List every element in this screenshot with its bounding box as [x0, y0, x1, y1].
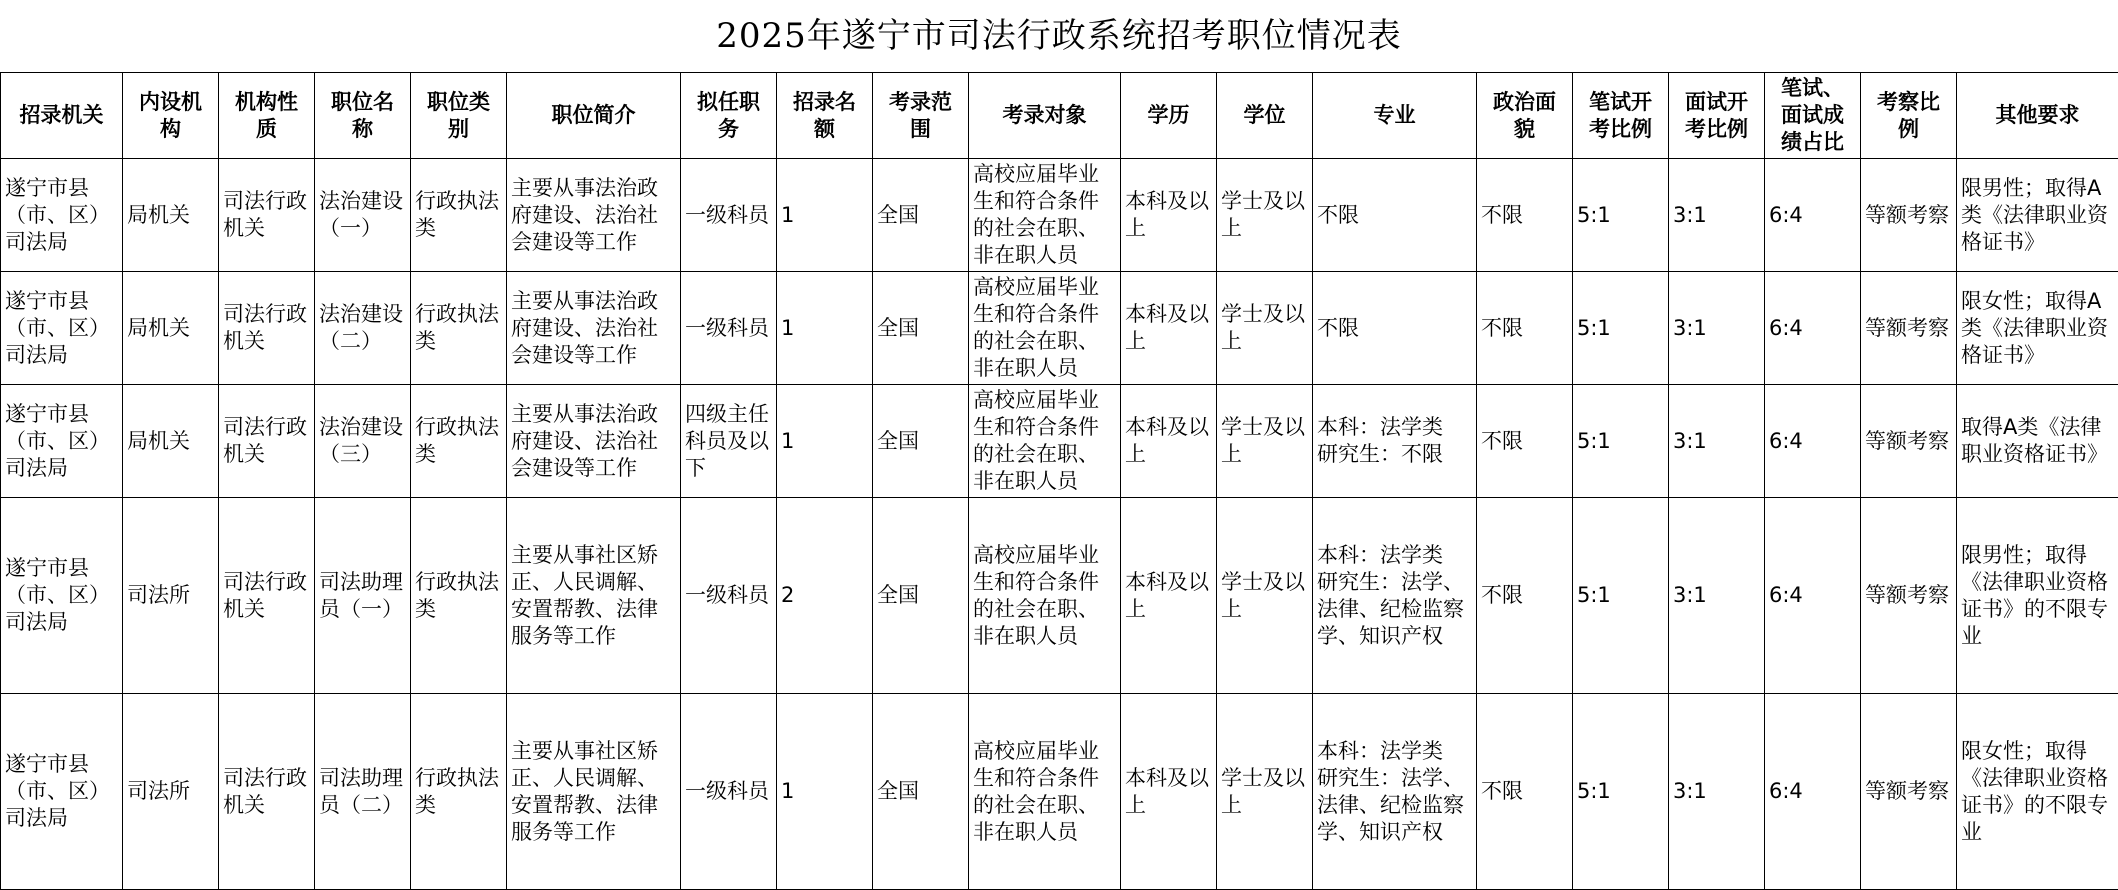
- cell-nature: 司法行政机关: [219, 385, 315, 498]
- cell-quota: 1: [777, 694, 873, 890]
- column-header: 招录机关: [1, 73, 123, 159]
- cell-interview-ratio: 3:1: [1669, 385, 1765, 498]
- cell-other: 限男性；取得《法律职业资格证书》的不限专业: [1957, 498, 2118, 694]
- cell-category: 行政执法类: [411, 694, 507, 890]
- cell-major: 本科：法学类 研究生：不限: [1313, 385, 1477, 498]
- cell-position: 法治建设（三）: [315, 385, 411, 498]
- cell-description: 主要从事社区矫正、人民调解、安置帮教、法律服务等工作: [507, 694, 681, 890]
- cell-inspection: 等额考察: [1861, 694, 1957, 890]
- cell-category: 行政执法类: [411, 272, 507, 385]
- column-header: 职位名称: [315, 73, 411, 159]
- cell-score-ratio: 6:4: [1765, 159, 1861, 272]
- cell-education: 本科及以上: [1121, 385, 1217, 498]
- cell-other: 限女性；取得《法律职业资格证书》的不限专业: [1957, 694, 2118, 890]
- cell-scope: 全国: [873, 272, 969, 385]
- cell-written-ratio: 5:1: [1573, 385, 1669, 498]
- cell-dept: 局机关: [123, 159, 219, 272]
- cell-political: 不限: [1477, 159, 1573, 272]
- cell-quota: 1: [777, 159, 873, 272]
- positions-table: [0, 72, 2118, 890]
- column-header: 政治面貌: [1477, 73, 1573, 159]
- cell-score-ratio: 6:4: [1765, 694, 1861, 890]
- cell-description: 主要从事法治政府建设、法治社会建设等工作: [507, 385, 681, 498]
- cell-description: 主要从事社区矫正、人民调解、安置帮教、法律服务等工作: [507, 498, 681, 694]
- column-header: 考录对象: [969, 73, 1121, 159]
- table-row: [1, 159, 2118, 272]
- table-row: [1, 694, 2118, 890]
- cell-major: 不限: [1313, 159, 1477, 272]
- table-header-row: [1, 73, 2118, 159]
- cell-interview-ratio: 3:1: [1669, 272, 1765, 385]
- cell-other: 限女性；取得A类《法律职业资格证书》: [1957, 272, 2118, 385]
- cell-education: 本科及以上: [1121, 694, 1217, 890]
- document-title: 2025年遂宁市司法行政系统招考职位情况表: [0, 0, 2118, 72]
- cell-major: 本科：法学类 研究生：法学、法律、纪检监察学、知识产权: [1313, 498, 1477, 694]
- column-header: 学历: [1121, 73, 1217, 159]
- cell-nature: 司法行政机关: [219, 694, 315, 890]
- cell-rank: 一级科员: [681, 159, 777, 272]
- cell-other: 限男性；取得A类《法律职业资格证书》: [1957, 159, 2118, 272]
- table-row: [1, 385, 2118, 498]
- cell-target: 高校应届毕业生和符合条件的社会在职、非在职人员: [969, 272, 1121, 385]
- cell-written-ratio: 5:1: [1573, 159, 1669, 272]
- cell-description: 主要从事法治政府建设、法治社会建设等工作: [507, 272, 681, 385]
- cell-target: 高校应届毕业生和符合条件的社会在职、非在职人员: [969, 694, 1121, 890]
- column-header: 笔试开考比例: [1573, 73, 1669, 159]
- cell-target: 高校应届毕业生和符合条件的社会在职、非在职人员: [969, 385, 1121, 498]
- cell-unit: 遂宁市县（市、区）司法局: [1, 272, 123, 385]
- cell-education: 本科及以上: [1121, 272, 1217, 385]
- cell-position: 法治建设（一）: [315, 159, 411, 272]
- cell-inspection: 等额考察: [1861, 272, 1957, 385]
- cell-degree: 学士及以上: [1217, 272, 1313, 385]
- cell-interview-ratio: 3:1: [1669, 694, 1765, 890]
- cell-position: 司法助理员（二）: [315, 694, 411, 890]
- cell-category: 行政执法类: [411, 385, 507, 498]
- cell-category: 行政执法类: [411, 159, 507, 272]
- cell-nature: 司法行政机关: [219, 272, 315, 385]
- cell-major: 不限: [1313, 272, 1477, 385]
- cell-scope: 全国: [873, 159, 969, 272]
- cell-political: 不限: [1477, 498, 1573, 694]
- table-body: [1, 159, 2118, 890]
- cell-unit: 遂宁市县（市、区）司法局: [1, 159, 123, 272]
- cell-inspection: 等额考察: [1861, 498, 1957, 694]
- cell-major: 本科：法学类 研究生：法学、法律、纪检监察学、知识产权: [1313, 694, 1477, 890]
- cell-description: 主要从事法治政府建设、法治社会建设等工作: [507, 159, 681, 272]
- table-row: [1, 272, 2118, 385]
- cell-written-ratio: 5:1: [1573, 498, 1669, 694]
- cell-inspection: 等额考察: [1861, 159, 1957, 272]
- cell-score-ratio: 6:4: [1765, 498, 1861, 694]
- cell-rank: 一级科员: [681, 272, 777, 385]
- cell-scope: 全国: [873, 694, 969, 890]
- column-header: 面试开考比例: [1669, 73, 1765, 159]
- cell-unit: 遂宁市县（市、区）司法局: [1, 498, 123, 694]
- cell-dept: 司法所: [123, 694, 219, 890]
- cell-position: 法治建设（二）: [315, 272, 411, 385]
- cell-dept: 局机关: [123, 272, 219, 385]
- cell-unit: 遂宁市县（市、区）司法局: [1, 694, 123, 890]
- column-header: 职位简介: [507, 73, 681, 159]
- cell-target: 高校应届毕业生和符合条件的社会在职、非在职人员: [969, 159, 1121, 272]
- table-row: [1, 498, 2118, 694]
- cell-interview-ratio: 3:1: [1669, 159, 1765, 272]
- column-header: 专业: [1313, 73, 1477, 159]
- cell-education: 本科及以上: [1121, 159, 1217, 272]
- cell-written-ratio: 5:1: [1573, 694, 1669, 890]
- cell-position: 司法助理员（一）: [315, 498, 411, 694]
- cell-political: 不限: [1477, 385, 1573, 498]
- cell-degree: 学士及以上: [1217, 694, 1313, 890]
- cell-political: 不限: [1477, 694, 1573, 890]
- column-header: 其他要求: [1957, 73, 2118, 159]
- cell-nature: 司法行政机关: [219, 159, 315, 272]
- column-header: 笔试、面试成绩占比: [1765, 73, 1861, 159]
- cell-education: 本科及以上: [1121, 498, 1217, 694]
- cell-scope: 全国: [873, 385, 969, 498]
- cell-written-ratio: 5:1: [1573, 272, 1669, 385]
- cell-political: 不限: [1477, 272, 1573, 385]
- cell-quota: 1: [777, 385, 873, 498]
- cell-other: 取得A类《法律职业资格证书》: [1957, 385, 2118, 498]
- column-header: 学位: [1217, 73, 1313, 159]
- cell-nature: 司法行政机关: [219, 498, 315, 694]
- cell-scope: 全国: [873, 498, 969, 694]
- cell-rank: 一级科员: [681, 694, 777, 890]
- cell-score-ratio: 6:4: [1765, 385, 1861, 498]
- cell-degree: 学士及以上: [1217, 159, 1313, 272]
- column-header: 机构性质: [219, 73, 315, 159]
- cell-rank: 四级主任科员及以下: [681, 385, 777, 498]
- cell-interview-ratio: 3:1: [1669, 498, 1765, 694]
- cell-unit: 遂宁市县（市、区）司法局: [1, 385, 123, 498]
- cell-category: 行政执法类: [411, 498, 507, 694]
- column-header: 考录范围: [873, 73, 969, 159]
- cell-dept: 局机关: [123, 385, 219, 498]
- column-header: 内设机构: [123, 73, 219, 159]
- cell-quota: 1: [777, 272, 873, 385]
- column-header: 招录名额: [777, 73, 873, 159]
- cell-degree: 学士及以上: [1217, 498, 1313, 694]
- cell-quota: 2: [777, 498, 873, 694]
- cell-rank: 一级科员: [681, 498, 777, 694]
- cell-target: 高校应届毕业生和符合条件的社会在职、非在职人员: [969, 498, 1121, 694]
- column-header: 拟任职务: [681, 73, 777, 159]
- column-header: 职位类别: [411, 73, 507, 159]
- cell-inspection: 等额考察: [1861, 385, 1957, 498]
- cell-degree: 学士及以上: [1217, 385, 1313, 498]
- cell-score-ratio: 6:4: [1765, 272, 1861, 385]
- cell-dept: 司法所: [123, 498, 219, 694]
- column-header: 考察比例: [1861, 73, 1957, 159]
